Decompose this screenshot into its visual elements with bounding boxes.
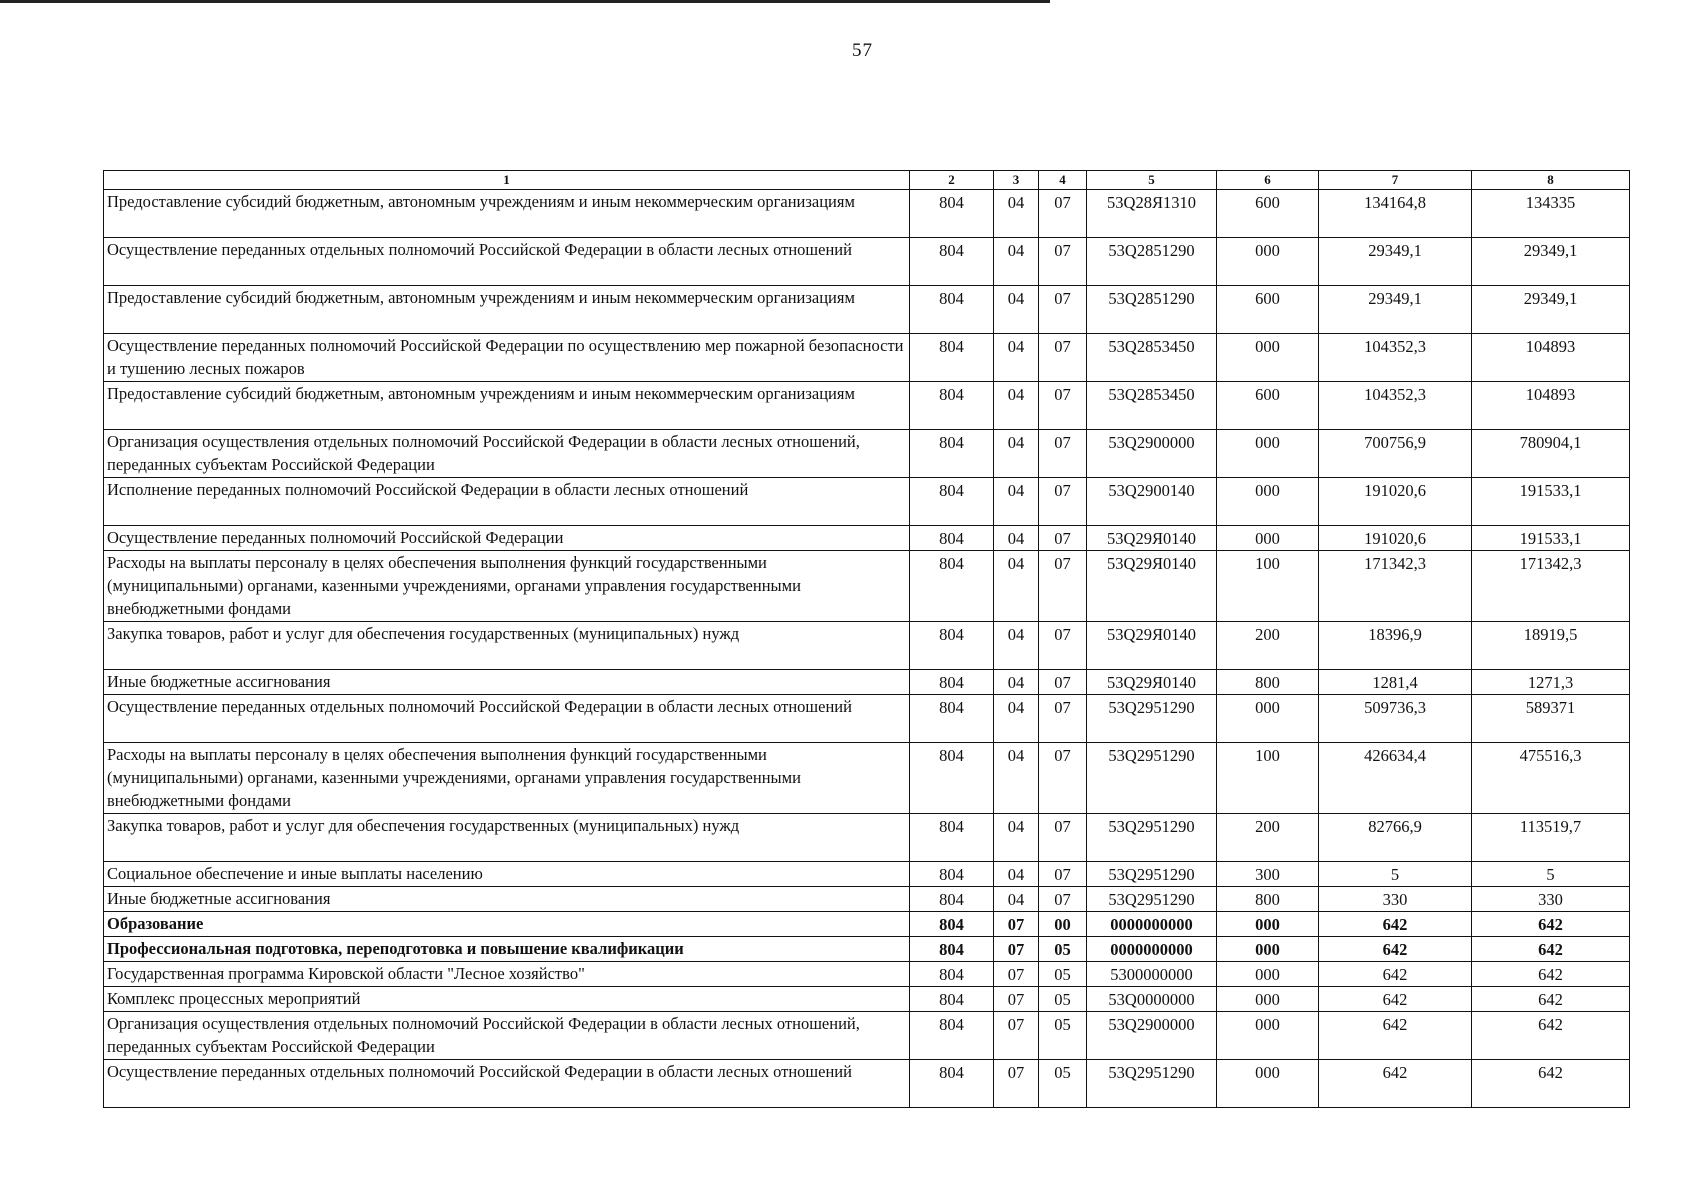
row-expense-type: 800: [1217, 670, 1319, 695]
row-section: 07: [994, 912, 1039, 937]
row-expense-type: 000: [1217, 1012, 1319, 1060]
row-chapter: 804: [910, 478, 994, 526]
row-target-article: 5300000000: [1087, 962, 1217, 987]
row-target-article: 53Q2851290: [1087, 286, 1217, 334]
row-target-article: 53Q29Я0140: [1087, 622, 1217, 670]
row-expense-type: 300: [1217, 862, 1319, 887]
row-subsection: 07: [1039, 190, 1087, 238]
table-row: [104, 334, 1630, 382]
table-row: [104, 962, 1630, 987]
row-chapter: 804: [910, 334, 994, 382]
row-chapter: 804: [910, 987, 994, 1012]
row-target-article: 53Q2900000: [1087, 430, 1217, 478]
row-expense-type: 000: [1217, 334, 1319, 382]
row-subsection: 07: [1039, 526, 1087, 551]
row-section: 04: [994, 670, 1039, 695]
table-row: [104, 526, 1630, 551]
row-expense-type: 600: [1217, 382, 1319, 430]
table-row: [104, 478, 1630, 526]
row-chapter: 804: [910, 622, 994, 670]
row-section: 04: [994, 238, 1039, 286]
row-chapter: 804: [910, 190, 994, 238]
row-section: 04: [994, 695, 1039, 743]
row-section: 04: [994, 334, 1039, 382]
table-row: [104, 912, 1630, 937]
row-chapter: 804: [910, 814, 994, 862]
row-chapter: 804: [910, 526, 994, 551]
row-name: Закупка товаров, работ и услуг для обеспечения государственных (муниципальных) нужд: [104, 622, 910, 670]
row-sum-year1: 104352,3: [1319, 334, 1472, 382]
row-section: 04: [994, 430, 1039, 478]
row-chapter: 804: [910, 1012, 994, 1060]
row-sum-year2: 642: [1472, 962, 1630, 987]
row-target-article: 53Q2853450: [1087, 382, 1217, 430]
row-sum-year2: 191533,1: [1472, 478, 1630, 526]
row-sum-year2: 29349,1: [1472, 238, 1630, 286]
row-chapter: 804: [910, 743, 994, 814]
col-header-2: 2: [910, 171, 994, 190]
row-expense-type: 000: [1217, 526, 1319, 551]
row-subsection: 07: [1039, 238, 1087, 286]
row-chapter: 804: [910, 238, 994, 286]
row-target-article: 53Q2853450: [1087, 334, 1217, 382]
row-sum-year2: 642: [1472, 1060, 1630, 1108]
row-subsection: 07: [1039, 286, 1087, 334]
table-row: [104, 190, 1630, 238]
row-expense-type: 100: [1217, 551, 1319, 622]
row-section: 04: [994, 190, 1039, 238]
row-sum-year1: 642: [1319, 937, 1472, 962]
row-subsection: 07: [1039, 887, 1087, 912]
row-expense-type: 200: [1217, 622, 1319, 670]
row-sum-year2: 475516,3: [1472, 743, 1630, 814]
row-sum-year2: 589371: [1472, 695, 1630, 743]
row-sum-year1: 1281,4: [1319, 670, 1472, 695]
row-sum-year1: 104352,3: [1319, 382, 1472, 430]
row-chapter: 804: [910, 887, 994, 912]
row-name: Предоставление субсидий бюджетным, автономным учреждениям и иным некоммерческим организациям: [104, 382, 910, 430]
row-expense-type: 000: [1217, 1060, 1319, 1108]
table-row: [104, 887, 1630, 912]
row-sum-year1: 642: [1319, 962, 1472, 987]
row-name: Расходы на выплаты персоналу в целях обеспечения выполнения функций государственными (муниципальными) органами, казенными учреждениями, органами управления государственными внебюджетными фондами: [104, 743, 910, 814]
row-target-article: 53Q2851290: [1087, 238, 1217, 286]
row-name: Осуществление переданных полномочий Российской Федерации: [104, 526, 910, 551]
table-row: [104, 695, 1630, 743]
row-sum-year1: 191020,6: [1319, 478, 1472, 526]
table-row: [104, 1012, 1630, 1060]
row-subsection: 07: [1039, 695, 1087, 743]
row-sum-year1: 5: [1319, 862, 1472, 887]
row-name: Осуществление переданных отдельных полномочий Российской Федерации в области лесных отношений: [104, 1060, 910, 1108]
row-sum-year2: 642: [1472, 1012, 1630, 1060]
row-chapter: 804: [910, 962, 994, 987]
row-sum-year2: 171342,3: [1472, 551, 1630, 622]
row-name: Образование: [104, 912, 910, 937]
row-target-article: 53Q2951290: [1087, 814, 1217, 862]
row-section: 07: [994, 962, 1039, 987]
table-row: [104, 814, 1630, 862]
row-section: 04: [994, 814, 1039, 862]
row-expense-type: 000: [1217, 987, 1319, 1012]
row-subsection: 07: [1039, 551, 1087, 622]
row-chapter: 804: [910, 551, 994, 622]
row-section: 04: [994, 887, 1039, 912]
row-sum-year1: 642: [1319, 912, 1472, 937]
row-expense-type: 000: [1217, 695, 1319, 743]
row-sum-year1: 191020,6: [1319, 526, 1472, 551]
table-row: [104, 430, 1630, 478]
row-sum-year1: 29349,1: [1319, 238, 1472, 286]
row-name: Осуществление переданных полномочий Российской Федерации по осуществлению мер пожарной безопасности и тушению лесных пожаров: [104, 334, 910, 382]
row-section: 04: [994, 551, 1039, 622]
row-section: 04: [994, 526, 1039, 551]
col-header-1: 1: [104, 171, 910, 190]
table-body: [104, 190, 1630, 1108]
row-target-article: 53Q2951290: [1087, 862, 1217, 887]
row-name: Организация осуществления отдельных полномочий Российской Федерации в области лесных отношений, переданных субъектам Российской Федерации: [104, 430, 910, 478]
row-section: 04: [994, 862, 1039, 887]
row-target-article: 53Q29Я0140: [1087, 670, 1217, 695]
row-expense-type: 000: [1217, 238, 1319, 286]
row-sum-year2: 113519,7: [1472, 814, 1630, 862]
row-sum-year2: 642: [1472, 912, 1630, 937]
row-sum-year1: 171342,3: [1319, 551, 1472, 622]
row-target-article: 53Q2900000: [1087, 1012, 1217, 1060]
col-header-5: 5: [1087, 171, 1217, 190]
row-sum-year2: 642: [1472, 987, 1630, 1012]
row-chapter: 804: [910, 382, 994, 430]
row-expense-type: 000: [1217, 937, 1319, 962]
row-sum-year1: 29349,1: [1319, 286, 1472, 334]
row-section: 04: [994, 478, 1039, 526]
row-name: Предоставление субсидий бюджетным, автономным учреждениям и иным некоммерческим организациям: [104, 190, 910, 238]
row-sum-year2: 330: [1472, 887, 1630, 912]
row-target-article: 0000000000: [1087, 937, 1217, 962]
row-section: 04: [994, 622, 1039, 670]
row-expense-type: 000: [1217, 912, 1319, 937]
top-rule: [0, 0, 1050, 3]
row-sum-year2: 104893: [1472, 334, 1630, 382]
row-name: Осуществление переданных отдельных полномочий Российской Федерации в области лесных отношений: [104, 695, 910, 743]
row-section: 07: [994, 987, 1039, 1012]
budget-table: [103, 170, 1630, 1108]
row-target-article: 0000000000: [1087, 912, 1217, 937]
row-subsection: 07: [1039, 334, 1087, 382]
row-subsection: 07: [1039, 862, 1087, 887]
row-chapter: 804: [910, 912, 994, 937]
row-sum-year2: 5: [1472, 862, 1630, 887]
row-expense-type: 100: [1217, 743, 1319, 814]
row-sum-year2: 18919,5: [1472, 622, 1630, 670]
row-subsection: 00: [1039, 912, 1087, 937]
table-row: [104, 551, 1630, 622]
row-expense-type: 200: [1217, 814, 1319, 862]
row-sum-year1: 330: [1319, 887, 1472, 912]
row-sum-year2: 642: [1472, 937, 1630, 962]
row-sum-year2: 29349,1: [1472, 286, 1630, 334]
table-row: [104, 987, 1630, 1012]
col-header-3: 3: [994, 171, 1039, 190]
row-subsection: 05: [1039, 1060, 1087, 1108]
table-row: [104, 286, 1630, 334]
row-chapter: 804: [910, 1060, 994, 1108]
col-header-8: 8: [1472, 171, 1630, 190]
row-target-article: 53Q2951290: [1087, 1060, 1217, 1108]
row-sum-year1: 642: [1319, 987, 1472, 1012]
row-name: Социальное обеспечение и иные выплаты населению: [104, 862, 910, 887]
table-row: [104, 238, 1630, 286]
row-section: 07: [994, 1012, 1039, 1060]
row-chapter: 804: [910, 430, 994, 478]
row-subsection: 05: [1039, 962, 1087, 987]
row-target-article: 53Q2951290: [1087, 887, 1217, 912]
row-subsection: 05: [1039, 1012, 1087, 1060]
row-sum-year1: 700756,9: [1319, 430, 1472, 478]
row-sum-year1: 642: [1319, 1060, 1472, 1108]
row-target-article: 53Q2900140: [1087, 478, 1217, 526]
row-chapter: 804: [910, 862, 994, 887]
row-sum-year2: 134335: [1472, 190, 1630, 238]
row-chapter: 804: [910, 937, 994, 962]
row-name: Закупка товаров, работ и услуг для обеспечения государственных (муниципальных) нужд: [104, 814, 910, 862]
col-header-7: 7: [1319, 171, 1472, 190]
row-chapter: 804: [910, 670, 994, 695]
col-header-4: 4: [1039, 171, 1087, 190]
row-chapter: 804: [910, 695, 994, 743]
row-name: Предоставление субсидий бюджетным, автономным учреждениям и иным некоммерческим организациям: [104, 286, 910, 334]
row-chapter: 804: [910, 286, 994, 334]
row-name: Иные бюджетные ассигнования: [104, 887, 910, 912]
row-name: Профессиональная подготовка, переподготовка и повышение квалификации: [104, 937, 910, 962]
row-name: Государственная программа Кировской области "Лесное хозяйство": [104, 962, 910, 987]
row-sum-year1: 509736,3: [1319, 695, 1472, 743]
row-subsection: 05: [1039, 987, 1087, 1012]
row-section: 07: [994, 937, 1039, 962]
table-row: [104, 670, 1630, 695]
row-expense-type: 800: [1217, 887, 1319, 912]
row-target-article: 53Q29Я0140: [1087, 526, 1217, 551]
row-subsection: 07: [1039, 814, 1087, 862]
row-target-article: 53Q28Я1310: [1087, 190, 1217, 238]
row-section: 04: [994, 382, 1039, 430]
row-name: Комплекс процессных мероприятий: [104, 987, 910, 1012]
row-target-article: 53Q0000000: [1087, 987, 1217, 1012]
col-header-6: 6: [1217, 171, 1319, 190]
table-row: [104, 743, 1630, 814]
row-expense-type: 000: [1217, 962, 1319, 987]
row-sum-year1: 134164,8: [1319, 190, 1472, 238]
row-subsection: 05: [1039, 937, 1087, 962]
row-expense-type: 600: [1217, 286, 1319, 334]
row-subsection: 07: [1039, 478, 1087, 526]
row-expense-type: 600: [1217, 190, 1319, 238]
row-name: Иные бюджетные ассигнования: [104, 670, 910, 695]
row-sum-year1: 18396,9: [1319, 622, 1472, 670]
row-section: 04: [994, 743, 1039, 814]
page-number: 57: [852, 40, 873, 61]
table-row: [104, 382, 1630, 430]
row-sum-year2: 191533,1: [1472, 526, 1630, 551]
table-row: [104, 862, 1630, 887]
table-row: [104, 1060, 1630, 1108]
row-sum-year2: 1271,3: [1472, 670, 1630, 695]
row-name: Организация осуществления отдельных полномочий Российской Федерации в области лесных отношений, переданных субъектам Российской Федерации: [104, 1012, 910, 1060]
row-target-article: 53Q29Я0140: [1087, 551, 1217, 622]
row-name: Осуществление переданных отдельных полномочий Российской Федерации в области лесных отношений: [104, 238, 910, 286]
row-sum-year1: 642: [1319, 1012, 1472, 1060]
row-sum-year1: 82766,9: [1319, 814, 1472, 862]
row-target-article: 53Q2951290: [1087, 743, 1217, 814]
row-name: Исполнение переданных полномочий Российской Федерации в области лесных отношений: [104, 478, 910, 526]
row-expense-type: 000: [1217, 430, 1319, 478]
row-sum-year2: 104893: [1472, 382, 1630, 430]
table-header-row: [104, 171, 1630, 190]
table-row: [104, 622, 1630, 670]
row-target-article: 53Q2951290: [1087, 695, 1217, 743]
row-name: Расходы на выплаты персоналу в целях обеспечения выполнения функций государственными (муниципальными) органами, казенными учреждениями, органами управления государственными внебюджетными фондами: [104, 551, 910, 622]
row-sum-year2: 780904,1: [1472, 430, 1630, 478]
row-subsection: 07: [1039, 670, 1087, 695]
row-subsection: 07: [1039, 382, 1087, 430]
row-subsection: 07: [1039, 743, 1087, 814]
row-sum-year1: 426634,4: [1319, 743, 1472, 814]
row-section: 04: [994, 286, 1039, 334]
row-expense-type: 000: [1217, 478, 1319, 526]
row-section: 07: [994, 1060, 1039, 1108]
row-subsection: 07: [1039, 430, 1087, 478]
table-row: [104, 937, 1630, 962]
row-subsection: 07: [1039, 622, 1087, 670]
